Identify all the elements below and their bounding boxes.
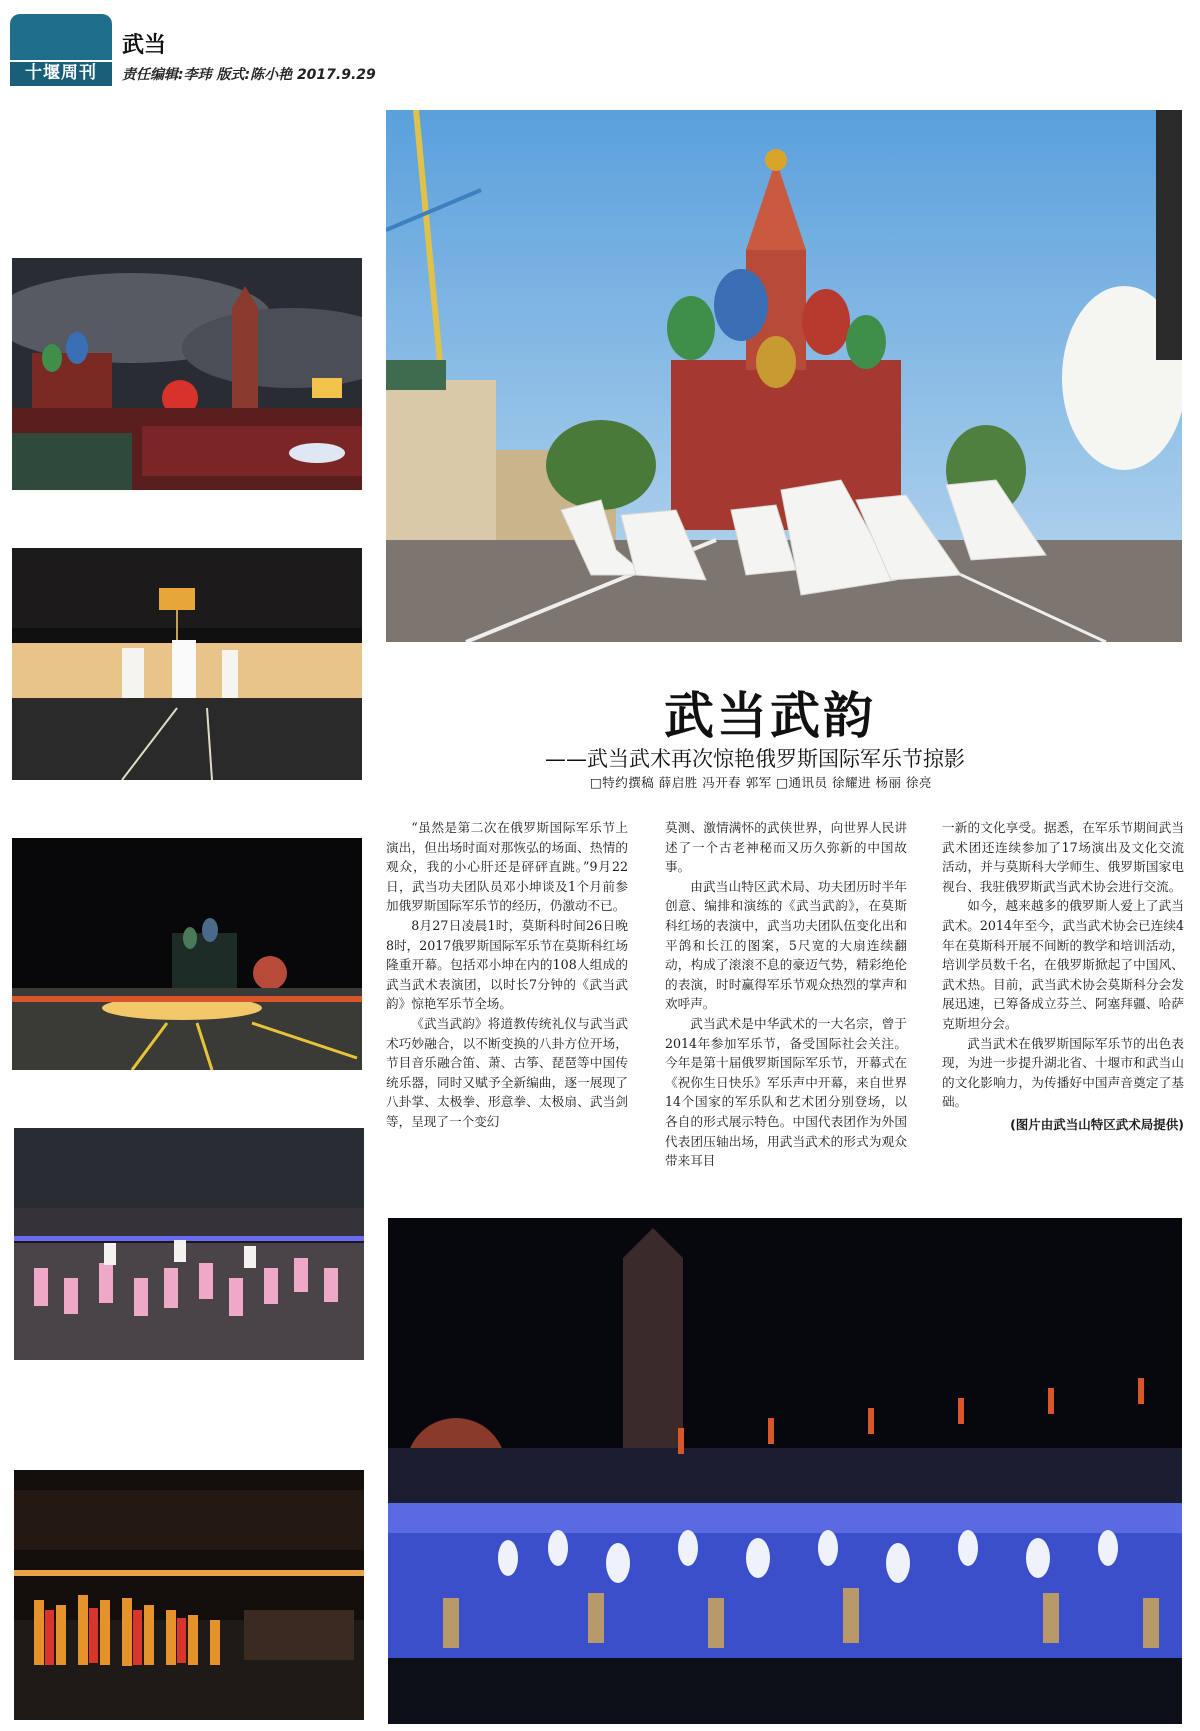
paragraph: 武当武术是中华武术的一大名宗，曾于2014年参加军乐节，备受国际社会关注。今年是第十届俄罗斯国际军乐节，开幕式在《祝你生日快乐》军乐声中开幕，来自世界14个国家的军乐队和艺术团分别登场，以各自的形式展示特色。中国代表团作为外国代表团压轴出场，用武当武术的形式为观众带来耳目 [665,1015,907,1169]
article-column-3 [942,818,1184,1135]
article-column-1 [386,818,628,1132]
section-title: 武当 [122,33,167,58]
photo-red-square-night [12,258,362,490]
article-column-2 [665,818,907,1171]
masthead-logo [10,14,112,86]
article-title: 武当武韵 [664,686,876,745]
photo-cathedral-formation [12,838,362,1070]
photo-procession-flag [12,548,362,780]
photo-credit: (图片由武当山特区武术局提供) [1010,1116,1184,1132]
paragraph: “虽然是第二次在俄罗斯国际军乐节上演出，但出场时面对那恢弘的场面、热情的观众，我的小心肝还是砰砰直跳。”9月22日，武当功夫团队员邓小坤谈及1个月前参加俄罗斯国际军乐节的经历，仍激动不已。 [386,820,628,914]
editor-credits: 责任编辑:李玮 版式:陈小艳 2017.9.29 [122,67,376,83]
paragraph: 莫测、激情满怀的武侠世界，向世界人民讲述了一个古老神秘而又历久弥新的中国故事。 [665,820,907,875]
hero-photo [386,110,1182,642]
paragraph: 一新的文化享受。据悉，在军乐节期间武当武术团还连续参加了17场演出及文化交流活动，并与莫斯科大学师生、俄罗斯国家电视台、我驻俄罗斯武当武术协会进行交流。 [942,820,1184,894]
photo-pink-performers [14,1128,364,1360]
photo-banner-procession [14,1470,364,1720]
photo-blue-stage-finale [388,1218,1182,1724]
paragraph: 武当武术在俄罗斯国际军乐节的出色表现，为进一步提升湖北省、十堰市和武当山的文化影响力，为传播好中国声音奠定了基础。 [942,1035,1184,1110]
article-subtitle: ——武当武术再次惊艳俄罗斯国际军乐节掠影 [545,747,965,771]
paragraph: 由武当山特区武术局、功夫团历时半年创意、编排和演练的《武当武韵》，在莫斯科红场的表演中，武当功夫团队伍变化出和平鸽和长江的图案，5尺宽的大扇连续翻动，构成了滚滚不息的豪迈气势，精彩绝伦的表演，时时赢得军乐节观众热烈的掌声和欢呼声。 [665,878,907,1012]
masthead-logo-text: 十堰周刊 [25,63,97,83]
article-byline: □特约撰稿 薛启胜 冯开春 郭军 □通讯员 徐耀进 杨丽 徐亮 [590,775,932,790]
paragraph: 8月27日凌晨1时，莫斯科时间26日晚8时，2017俄罗斯国际军乐节在莫斯科红场隆重开幕。包括邓小坤在内的108人组成的武当武术表演团，以时长7分钟的《武当武韵》惊艳军乐节全场。 [386,917,628,1012]
paragraph: 如今，越来越多的俄罗斯人爱上了武当武术。2014年至今，武当武术协会已连续4年在莫斯科开展不间断的教学和培训活动，培训学员数千名，在俄罗斯掀起了中国风、武术热。目前，武当武术协会莫斯科分会发展迅速，已筹备成立芬兰、阿塞拜疆、哈萨克斯坦分会。 [942,898,1184,1031]
paragraph: 《武当武韵》将道教传统礼仪与武当武术巧妙融合，以不断变换的八卦方位开场，节目音乐融合笛、萧、古筝、琵琶等中国传统乐器，同时又赋予全新编曲，逐一展现了八卦掌、太极拳、形意拳、太极扇、武当剑等，呈现了一个变幻 [386,1015,628,1129]
